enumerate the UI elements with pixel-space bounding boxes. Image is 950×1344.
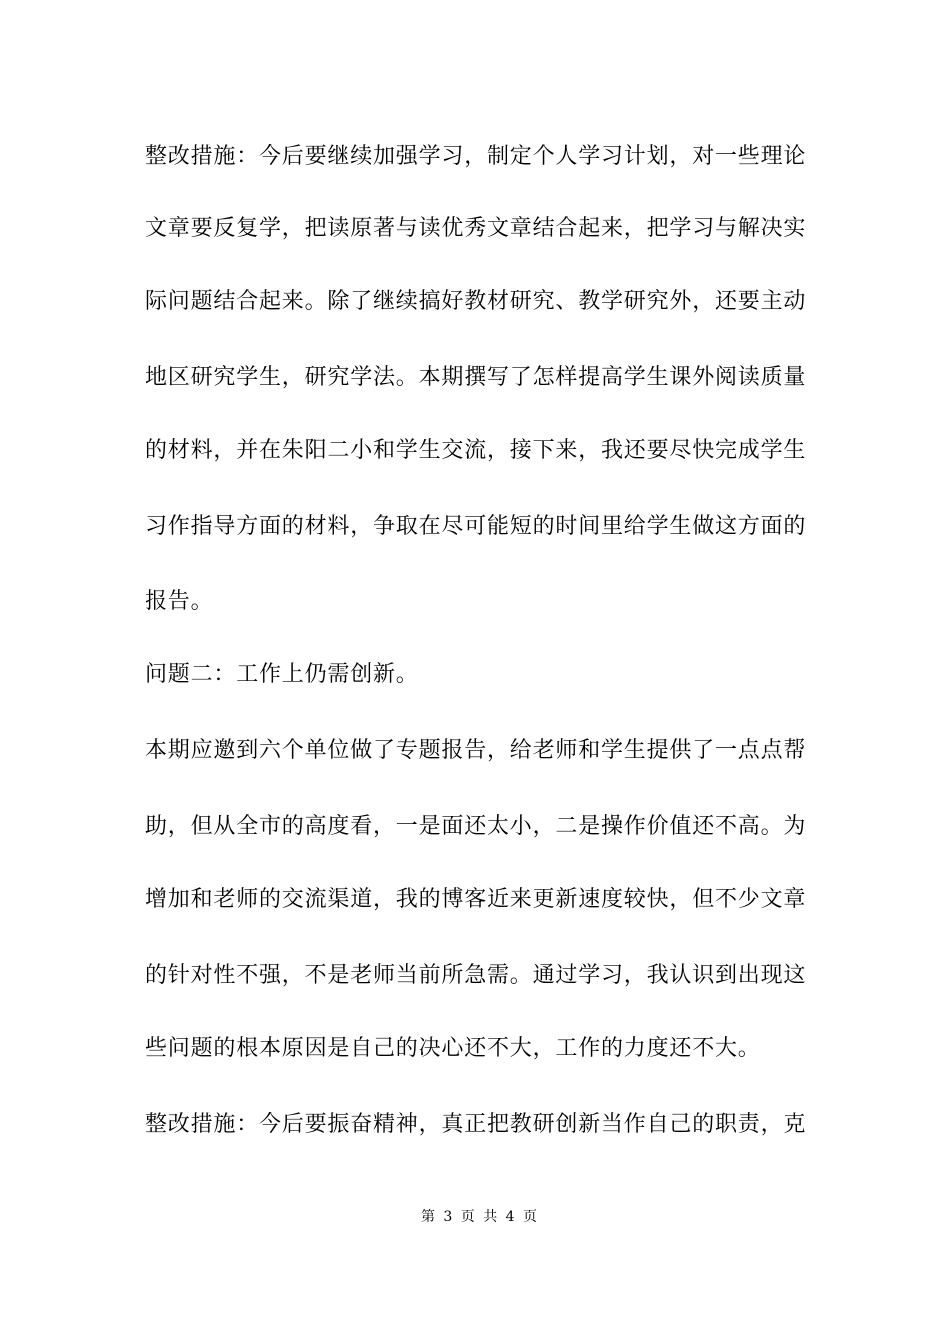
body-text-line: 的材料，并在朱阳二小和学生交流，接下来，我还要尽快完成学生 [145, 438, 807, 463]
body-text-line: 报告。 [145, 589, 214, 614]
body-text-line: 整改措施：今后要继续加强学习，制定个人学习计划，对一些理论 [145, 144, 807, 169]
body-text-line: 整改措施：今后要振奋精神，真正把教研创新当作自己的职责，克 [145, 1112, 807, 1137]
body-text-line: 文章要反复学，把读原著与读优秀文章结合起来，把学习与解决实 [145, 216, 807, 241]
body-text-line: 些问题的根本原因是自己的决心还不大，工作的力度还不大。 [145, 1036, 761, 1061]
body-text-line: 本期应邀到六个单位做了专题报告，给老师和学生提供了一点点帮 [145, 738, 807, 763]
body-text-line: 助，但从全市的高度看，一是面还太小，二是操作价值还不高。为 [145, 814, 807, 839]
body-text-line: 增加和老师的交流渠道，我的博客近来更新速度较快，但不少文章 [145, 887, 807, 912]
body-text-line: 际问题结合起来。除了继续搞好教材研究、教学研究外，还要主动 [145, 289, 807, 314]
body-text-line: 地区研究学生，研究学法。本期撰写了怎样提高学生课外阅读质量 [145, 365, 807, 390]
page-number-footer: 第 3 页 共 4 页 [420, 1209, 540, 1225]
body-text-line: 习作指导方面的材料，争取在尽可能短的时间里给学生做这方面的 [145, 514, 807, 539]
body-text-line: 的针对性不强，不是老师当前所急需。通过学习，我认识到出现这 [145, 963, 807, 988]
section-heading: 问题二：工作上仍需创新。 [145, 662, 419, 687]
